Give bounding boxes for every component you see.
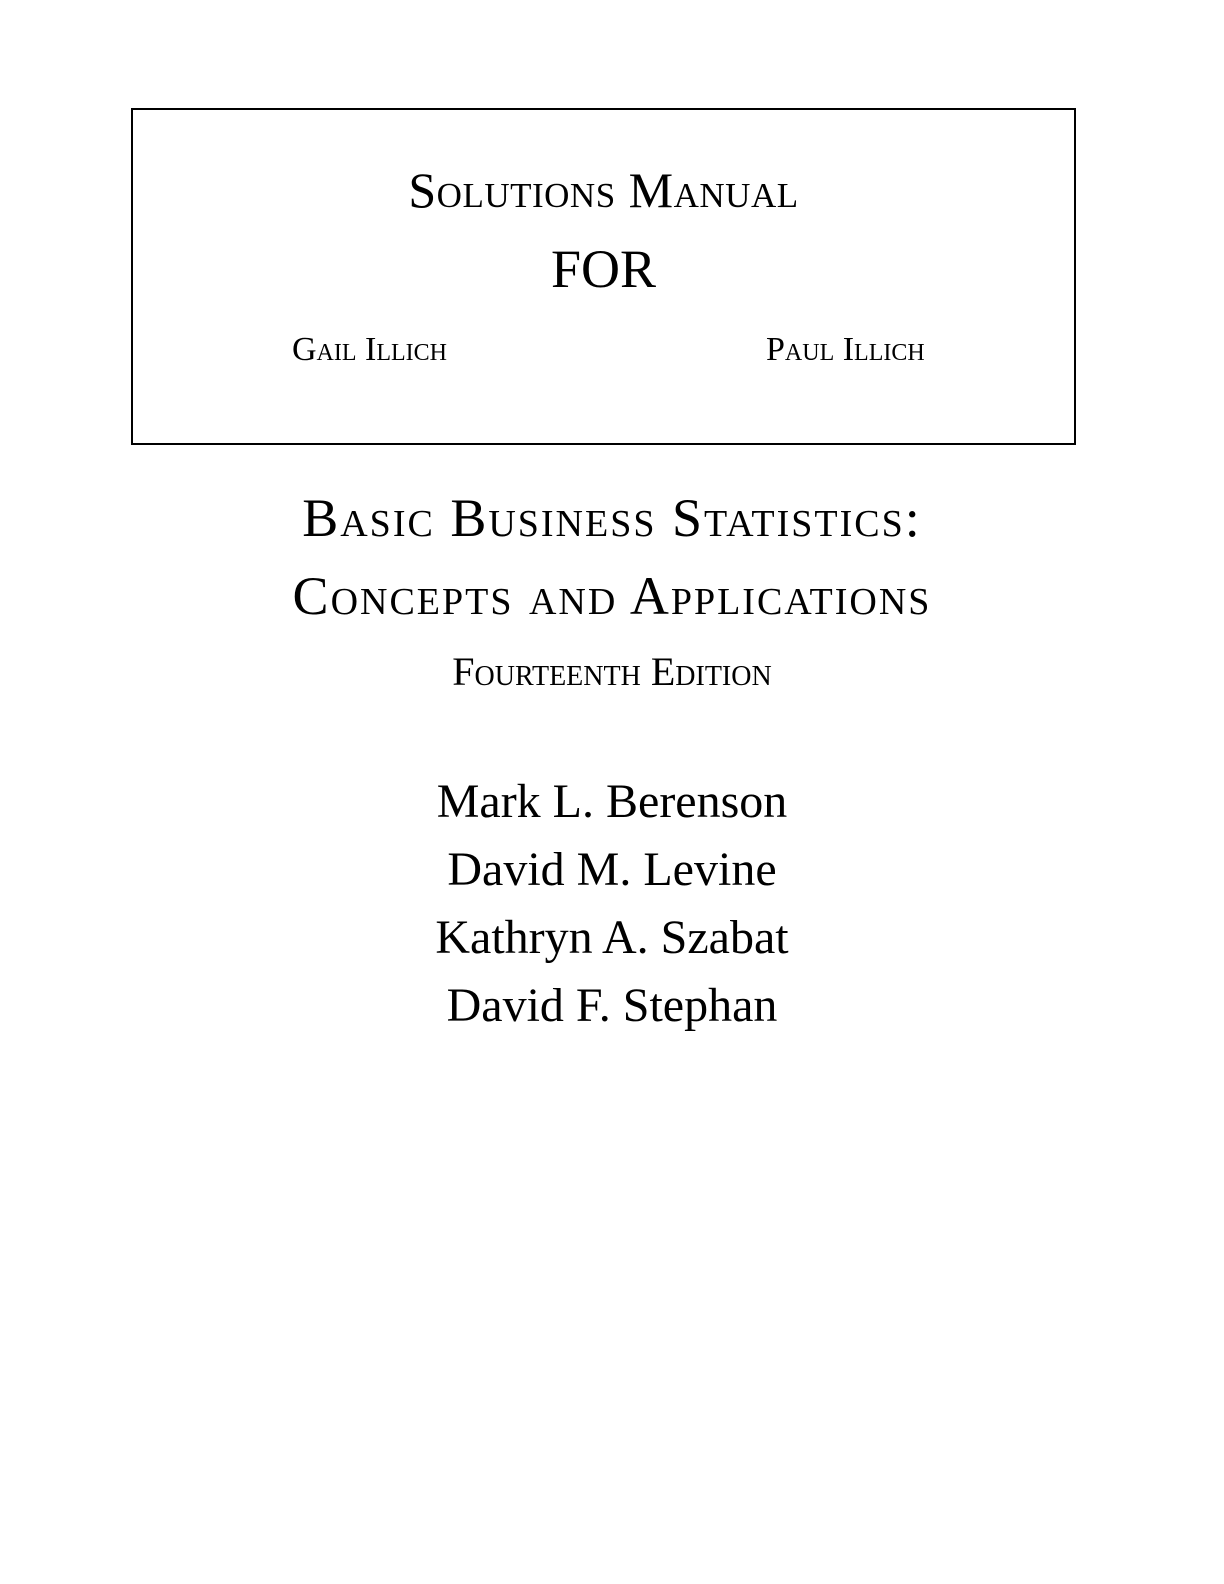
book-author: David M. Levine: [447, 843, 777, 896]
book-author: Mark L. Berenson: [436, 775, 788, 828]
book-title-line-1: Basic Business Statistics:: [302, 488, 922, 548]
book-author: Kathryn A. Szabat: [435, 911, 789, 964]
for-label: FOR: [550, 239, 657, 299]
solutions-manual-box: [131, 108, 1076, 445]
book-author: David F. Stephan: [446, 979, 778, 1032]
solutions-manual-title: Solutions Manual: [408, 162, 799, 218]
edition-label: Fourteenth Edition: [452, 649, 772, 694]
book-authors: [0, 768, 1224, 1040]
manual-author-gail: Gail Illich: [292, 331, 448, 368]
manual-author-paul: Paul Illich: [766, 331, 925, 368]
book-title-line-2: Concepts and Applications: [292, 566, 932, 626]
